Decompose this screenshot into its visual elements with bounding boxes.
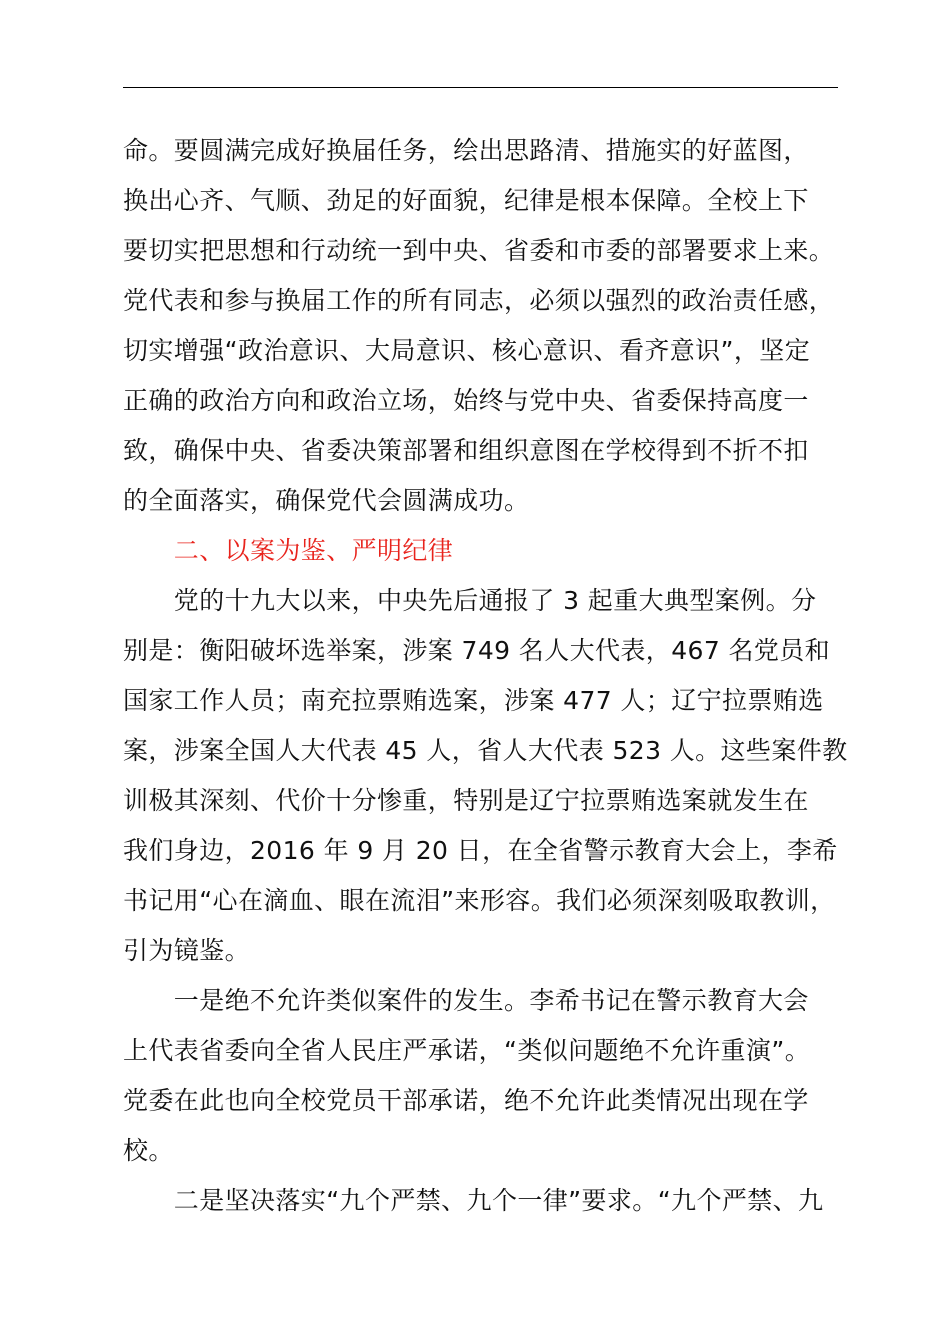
text-line: 二是坚决落实“九个严禁、九个一律”要求。“九个严禁、九 <box>123 1186 824 1215</box>
text-line: 党代表和参与换届工作的所有同志，必须以强烈的政治责任感， <box>123 286 835 315</box>
text-line: 上代表省委向全省人民庄严承诺，“类似问题绝不允许重演”。 <box>123 1036 811 1065</box>
text-line: 正确的政治方向和政治立场，始终与党中央、省委保持高度一 <box>123 386 809 415</box>
text-line: 切实增强“政治意识、大局意识、核心意识、看齐意识”，坚定 <box>123 336 811 365</box>
text-line: 致，确保中央、省委决策部署和组织意图在学校得到不折不扣 <box>123 436 809 465</box>
text-line: 书记用“心在滴血、眼在流泪”来形容。我们必须深刻吸取教训， <box>123 886 836 915</box>
text-line: 党的十九大以来，中央先后通报了 3 起重大典型案例。分 <box>123 586 817 615</box>
text-line: 一是绝不允许类似案件的发生。李希书记在警示教育大会 <box>123 986 809 1015</box>
text-line: 引为镜鉴。 <box>123 936 251 965</box>
document-body <box>123 126 848 1226</box>
text-line: 别是：衡阳破坏选举案，涉案 749 名人大代表，467 名党员和 <box>123 636 831 665</box>
text-line: 换出心齐、气顺、劲足的好面貌，纪律是根本保障。全校上下 <box>123 186 809 215</box>
text-line: 的全面落实，确保党代会圆满成功。 <box>123 486 530 515</box>
text-line: 我们身边，2016 年 9 月 20 日，在全省警示教育大会上，李希 <box>123 836 838 865</box>
text-line: 校。 <box>123 1136 174 1165</box>
text-line: 党委在此也向全校党员干部承诺，绝不允许此类情况出现在学 <box>123 1086 809 1115</box>
section-heading: 二、以案为鉴、严明纪律 <box>123 536 454 565</box>
text-line: 训极其深刻、代价十分惨重，特别是辽宁拉票贿选案就发生在 <box>123 786 809 815</box>
text-line: 要切实把思想和行动统一到中央、省委和市委的部署要求上来。 <box>123 236 835 265</box>
text-line: 案，涉案全国人大代表 45 人，省人大代表 523 人。这些案件教 <box>123 736 848 765</box>
text-line: 命。要圆满完成好换届任务，绘出思路清、措施实的好蓝图， <box>123 136 809 165</box>
text-line: 国家工作人员；南充拉票贿选案，涉案 477 人；辽宁拉票贿选 <box>123 686 824 715</box>
header-rule <box>123 87 838 88</box>
